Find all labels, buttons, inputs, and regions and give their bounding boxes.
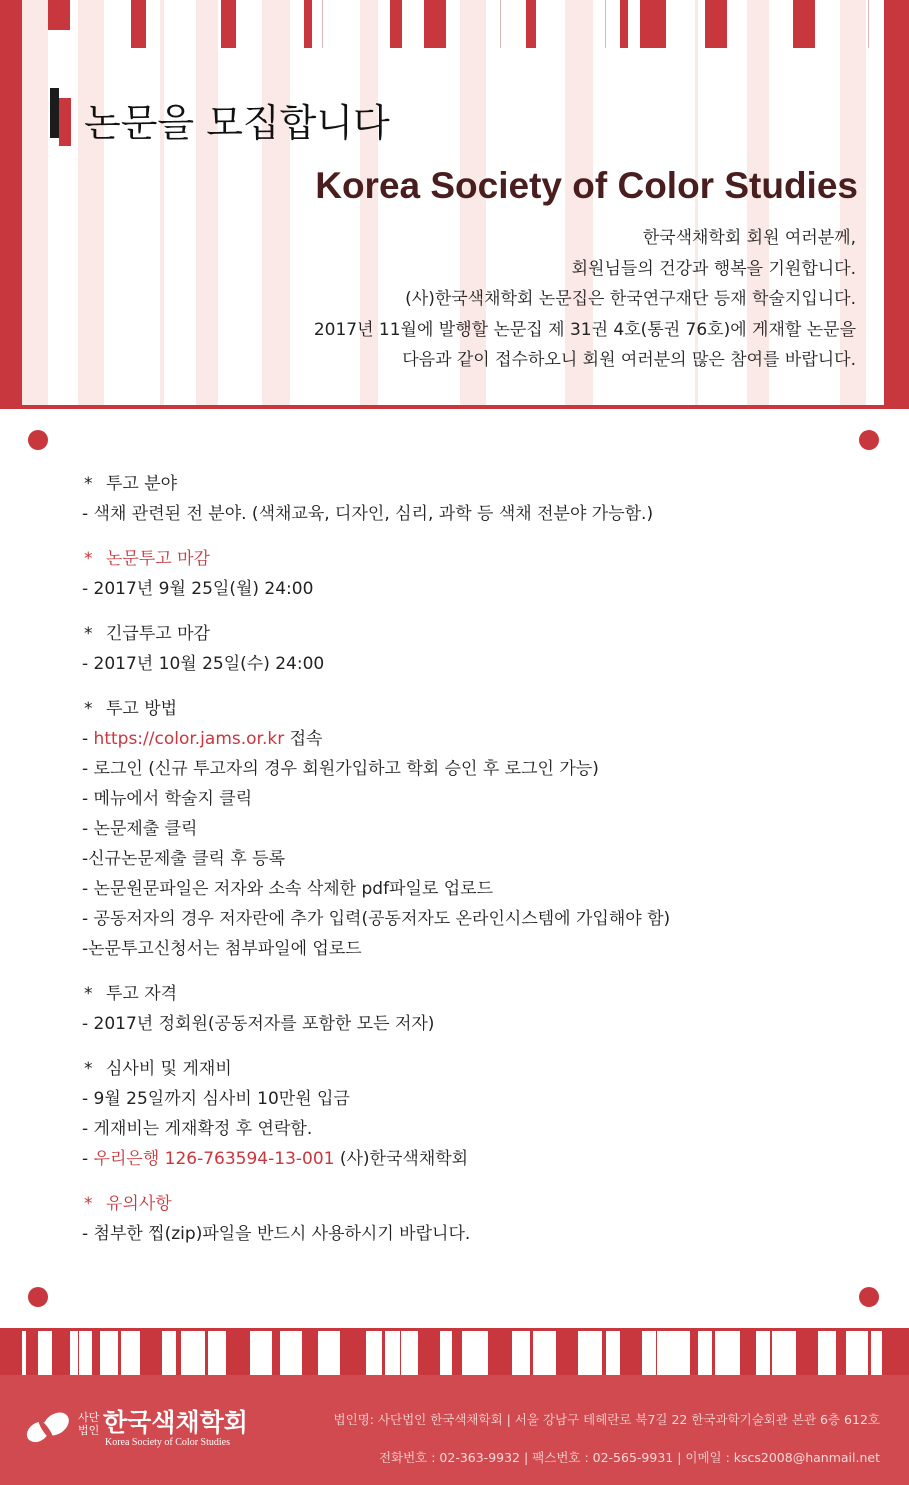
bullet-star: * <box>84 474 93 494</box>
bullet-star: * <box>84 624 93 644</box>
submission-link[interactable]: https://color.jams.or.kr <box>93 729 285 749</box>
section-line: -신규논문제출 클릭 후 등록 <box>82 849 285 869</box>
section-deadline <box>82 544 862 604</box>
section-line: - 논문원문파일은 저자와 소속 삭제한 pdf파일로 업로드 <box>82 879 493 899</box>
section-method <box>82 694 862 964</box>
section-line: - 색채 관련된 전 분야. (색채교육, 디자인, 심리, 과학 등 색채 전분야 가능함.) <box>82 504 654 524</box>
bullet-star: * <box>84 699 93 719</box>
section-line: - https://color.jams.or.kr 접속 <box>82 729 323 749</box>
section-line: - 2017년 정회원(공동저자를 포함한 모든 저자) <box>82 1014 435 1034</box>
section-line: - 9월 25일까지 심사비 10만원 입금 <box>82 1089 350 1109</box>
logo-name: 한국색채학회 <box>103 1408 248 1437</box>
bullet-star: * <box>84 549 93 569</box>
bullet-star: * <box>84 984 93 1004</box>
footer-address: 법인명: 사단법인 한국색채학회 | 서울 강남구 테헤란로 북7길 22 한국과학기술회관 본관 6층 612호 <box>333 1412 880 1427</box>
section-heading: * 투고 방법 <box>82 694 862 724</box>
section-line: - 로그인 (신규 투고자의 경우 회원가입하고 학회 승인 후 로그인 가능) <box>82 759 599 779</box>
section-heading: * 논문투고 마감 <box>82 544 862 574</box>
decor-dot <box>28 1287 48 1307</box>
section-fees <box>82 1054 862 1174</box>
title-marker-accent <box>59 98 71 146</box>
section-line: - 논문제출 클릭 <box>82 819 198 839</box>
decor-dot <box>28 430 48 450</box>
section-line: - 공동저자의 경우 저자란에 추가 입력(공동저자도 온라인시스템에 가입해야 함) <box>82 909 671 929</box>
bullet-star: * <box>84 1059 93 1079</box>
decor-dot <box>859 1287 879 1307</box>
section-heading: * 긴급투고 마감 <box>82 619 862 649</box>
section-line: - 메뉴에서 학술지 클릭 <box>82 789 253 809</box>
section-urgent <box>82 619 862 679</box>
section-line: - 2017년 10월 25일(수) 24:00 <box>82 654 325 674</box>
section-field <box>82 469 862 529</box>
logo-english-name: Korea Society of Color Studies <box>105 1437 230 1448</box>
section-heading: * 유의사항 <box>82 1189 862 1219</box>
header-divider <box>0 405 909 409</box>
section-line: - 첨부한 찝(zip)파일을 반드시 사용하시기 바랍니다. <box>82 1224 471 1244</box>
section-eligibility <box>82 979 862 1039</box>
section-line: -논문투고신청서는 첨부파일에 업로드 <box>82 939 362 959</box>
intro-line: 회원님들의 건강과 행복을 기원합니다. <box>571 258 856 279</box>
logo-legal-type: 사단 법인 <box>78 1411 100 1437</box>
intro-line: 2017년 11월에 발행할 논문집 제 31권 4호(통권 76호)에 게재할 논문을 <box>313 319 856 340</box>
society-logo-icon <box>24 1408 74 1452</box>
section-line: - 2017년 9월 25일(월) 24:00 <box>82 579 314 599</box>
section-notes <box>82 1189 862 1249</box>
intro-text <box>314 223 856 376</box>
page-title: 논문을 모집합니다 <box>84 101 390 145</box>
intro-line: 다음과 같이 접수하오니 회원 여러분의 많은 참여를 바랍니다. <box>402 350 856 370</box>
brand-name: Korea Society of Color Studies <box>315 165 858 206</box>
intro-line: (사)한국색채학회 논문집은 한국연구재단 등재 학술지입니다. <box>405 289 856 309</box>
section-heading: * 투고 자격 <box>82 979 862 1009</box>
intro-line: 한국색채학회 회원 여러분께, <box>642 228 856 248</box>
bullet-star: * <box>84 1194 93 1214</box>
bank-account: 우리은행 126-763594-13-001 <box>93 1149 335 1169</box>
footer-stripes <box>0 1330 909 1375</box>
section-line: - 우리은행 126-763594-13-001 (사)한국색채학회 <box>82 1149 469 1169</box>
section-line: - 게재비는 게재확정 후 연락함. <box>82 1119 313 1139</box>
section-heading: * 투고 분야 <box>82 469 862 499</box>
section-heading: * 심사비 및 게재비 <box>82 1054 862 1084</box>
content-body <box>82 469 862 1249</box>
title-marker <box>50 88 59 138</box>
footer-info <box>334 1401 880 1477</box>
footer-contact: 전화번호 : 02-363-9932 | 팩스번호 : 02-565-9931 | 이메일 : kscs2008@hanmail.net <box>378 1450 880 1465</box>
decor-dot <box>859 430 879 450</box>
